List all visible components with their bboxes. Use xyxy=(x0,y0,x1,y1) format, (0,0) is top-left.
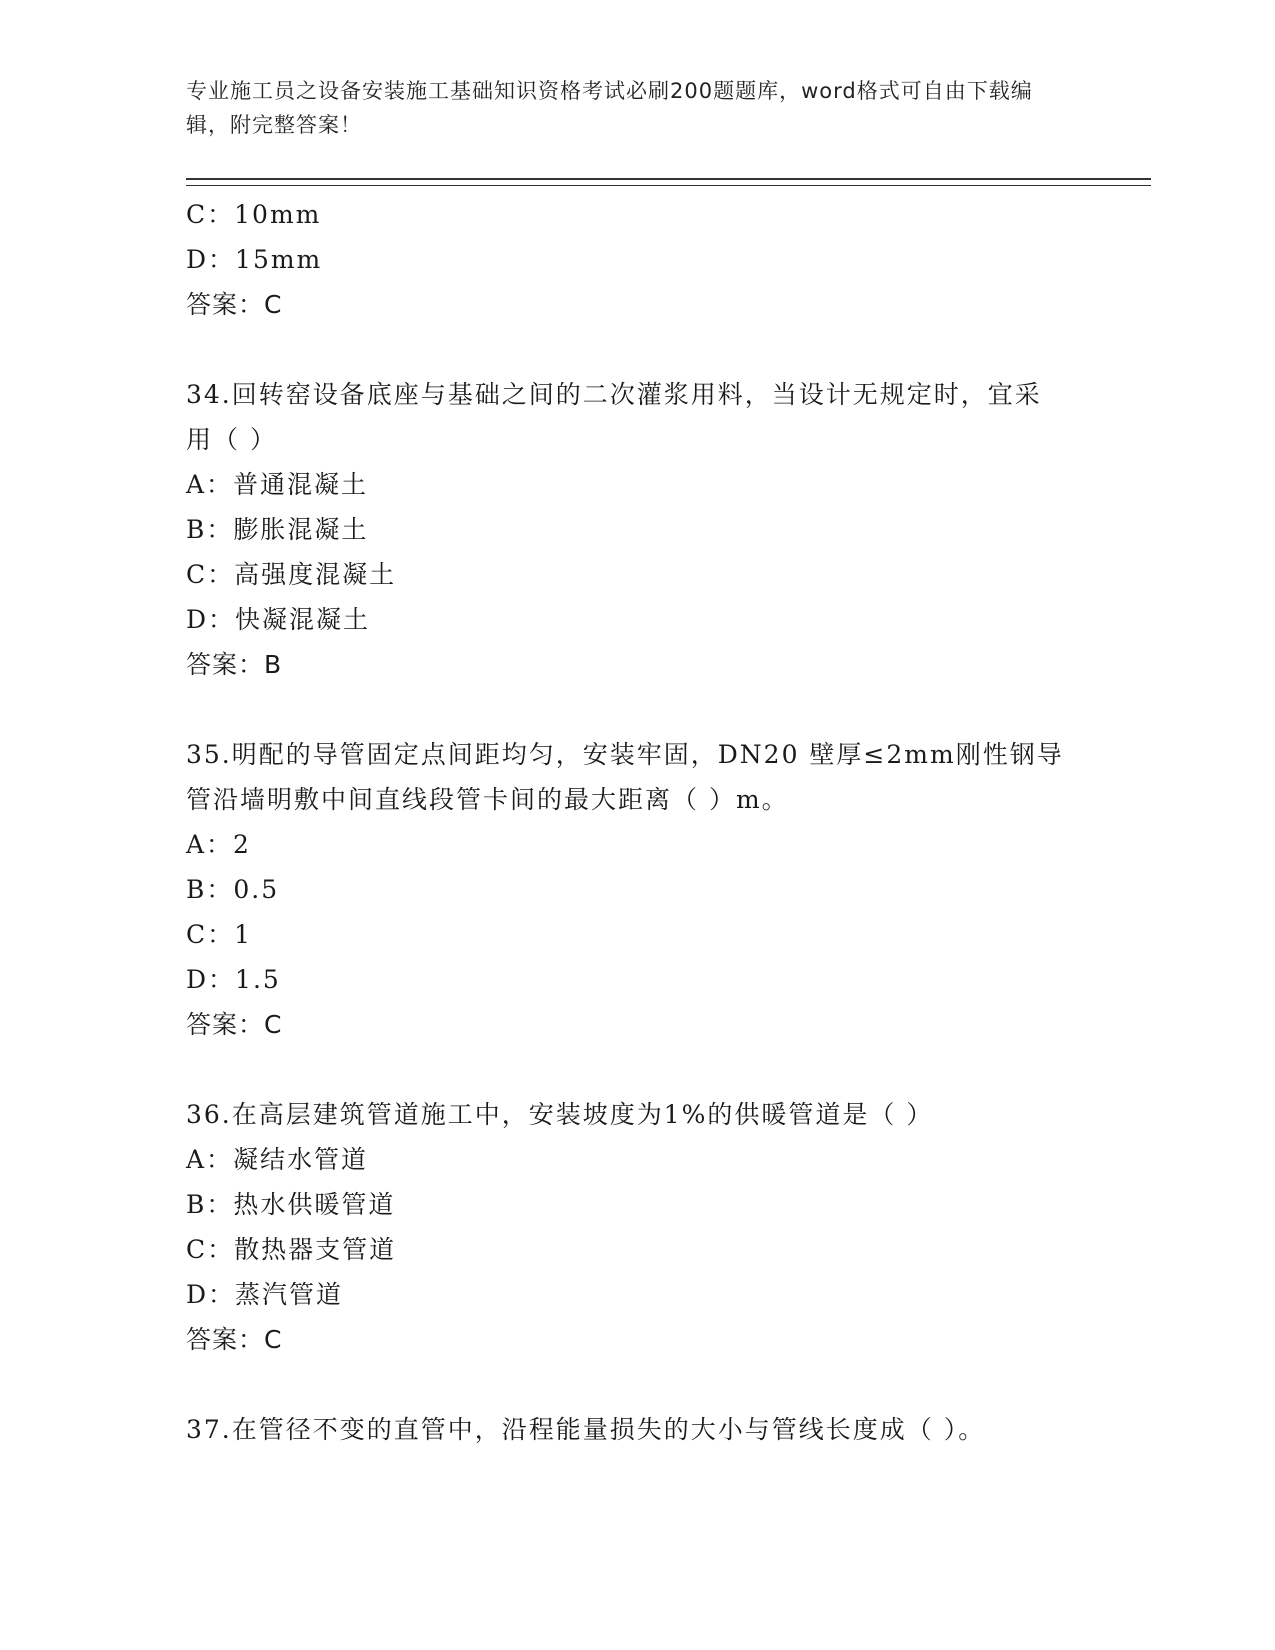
document-title: 专业施工员之设备安装施工基础知识资格考试必刷200题题库，word格式可自由下载编辑，附完整答案！ xyxy=(186,79,1033,137)
answer-line: 答案：C xyxy=(186,1010,283,1039)
question-35 xyxy=(186,732,1086,1047)
question-36 xyxy=(186,1092,1086,1362)
carryover-question xyxy=(186,192,1086,327)
option-d: D：快凝混凝土 xyxy=(186,605,371,634)
option-c: C：散热器支管道 xyxy=(186,1235,397,1264)
option-c: C：10mm xyxy=(186,200,322,229)
question-37 xyxy=(186,1407,1086,1452)
option-c: C：1 xyxy=(186,920,253,949)
question-text: 35.明配的导管固定点间距均匀，安装牢固，DN20 壁厚≤2mm刚性钢导管沿墙明敷中间直线段管卡间的最大距离（ ）m。 xyxy=(186,740,1064,814)
answer-line: 答案：C xyxy=(186,1325,283,1354)
option-a: A：2 xyxy=(186,830,251,859)
option-b: B：0.5 xyxy=(186,875,280,904)
option-d: D：15mm xyxy=(186,245,323,274)
header-divider xyxy=(186,178,1151,186)
option-b: B：热水供暖管道 xyxy=(186,1190,396,1219)
option-d: D：蒸汽管道 xyxy=(186,1280,344,1309)
option-a: A：普通混凝土 xyxy=(186,470,369,499)
question-list xyxy=(186,192,1086,1452)
option-d: D：1.5 xyxy=(186,965,281,994)
question-text: 36.在高层建筑管道施工中，安装坡度为1%的供暖管道是（ ） xyxy=(186,1100,934,1129)
answer-line: 答案：C xyxy=(186,290,283,319)
option-b: B：膨胀混凝土 xyxy=(186,515,369,544)
question-text: 34.回转窑设备底座与基础之间的二次灌浆用料，当设计无规定时，宜采用（ ） xyxy=(186,380,1042,454)
question-34 xyxy=(186,372,1086,687)
answer-line: 答案：B xyxy=(186,650,283,679)
option-c: C：高强度混凝土 xyxy=(186,560,397,589)
question-text: 37.在管径不变的直管中，沿程能量损失的大小与管线长度成（ ）。 xyxy=(186,1415,986,1444)
page-header xyxy=(186,74,1066,142)
option-a: A：凝结水管道 xyxy=(186,1145,369,1174)
